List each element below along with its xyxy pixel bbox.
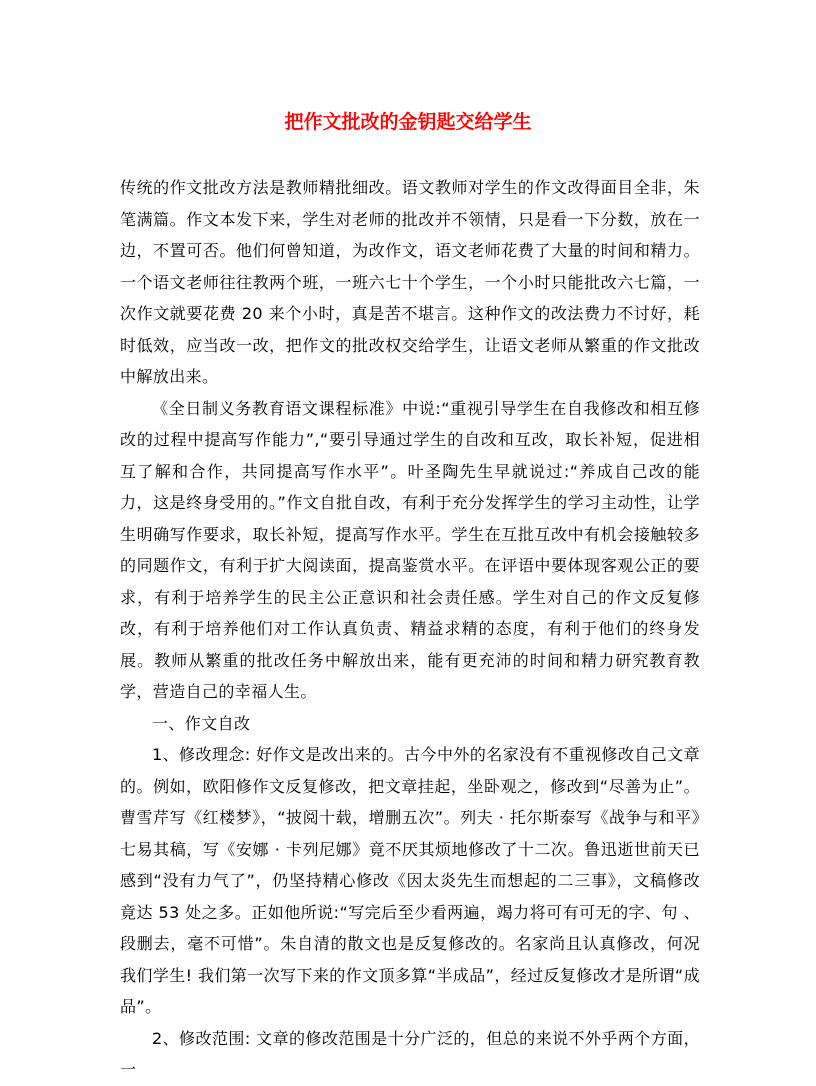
paragraph-1: 传统的作文批改方法是教师精批细改。语文教师对学生的作文改得面目全非，朱笔满篇。作文本发下来，学生对老师的批改并不领情，只是看一下分数，放在一边，不置可否。他们何曾知道，为改作文，语文老师花费了大量的时间和精力。一个语文老师往往教两个班，一班六七十个学生，一个小时只能批改六七篇，一次作文就要花费 20 来个小时，真是苦不堪言。这种作文的改法费力不讨好，耗时低效，应当改一改，把作文的批改权交给学生，让语文老师从繁重的作文批改中解放出来。 xyxy=(120,178,700,386)
paragraph-2: 《全日制义务教育语文课程标准》中说:“重视引导学生在自我修改和相互修改的过程中提高写作能力”,“要引导通过学生的自改和互改，取长补短，促进相互了解和合作，共同提高写作水平”。叶圣陶先生早就说过:“养成自己改的能力，这是终身受用的。”作文自批自改，有利于充分发挥学生的学习主动性，让学生明确写作要求，取长补短，提高写作水平。学生在互批互改中有机会接触较多的同题作文，有利于扩大阅读面，提高鉴赏水平。在评语中要体现客观公正的要求，有利于培养学生的民主公正意识和社会责任感。学生对自己的作文反复修改，有利于培养他们对工作认真负责、精益求精的态度，有利于他们的终身发展。教师从繁重的批改任务中解放出来，能有更充沛的时间和精力研究教育教学，营造自己的幸福人生。 xyxy=(120,398,700,701)
document-title: 把作文批改的金钥匙交给学生 xyxy=(284,111,532,133)
paragraph-revision-scope: 2、修改范围: 文章的修改范围是十分广泛的，但总的来说不外乎两个方面，一 xyxy=(120,1028,700,1079)
section-heading-self-revision: 一、作文自改 xyxy=(152,713,251,733)
document-body xyxy=(120,172,700,1086)
paragraph-revision-concept: 1、修改理念: 好作文是改出来的。古今中外的名家没有不重视修改自己文章的。例如，欧阳修作文反复修改，把文章挂起，坐卧观之，修改到“尽善为止”。曹雪芹写《红楼梦》，“披阅十载，增删五次”。列夫 · 托尔斯泰写《战争与和平》七易其稿，写《安娜 · 卡列尼娜》竟不厌其烦地修改了十二次。鲁迅逝世前天已感到“没有力气了”，仍坚持精心修改《因太炎先生而想起的二三事》，文稿修改竟达 53 处之多。正如他所说:“写完后至少看两遍，竭力将可有可无的字、句 、段删去，毫不可惜”。朱自清的散文也是反复修改的。名家尚且认真修改，何况我们学生! 我们第一次写下来的作文顶多算“半成品”，经过反复修改才是所谓“成品”。 xyxy=(120,745,700,1016)
